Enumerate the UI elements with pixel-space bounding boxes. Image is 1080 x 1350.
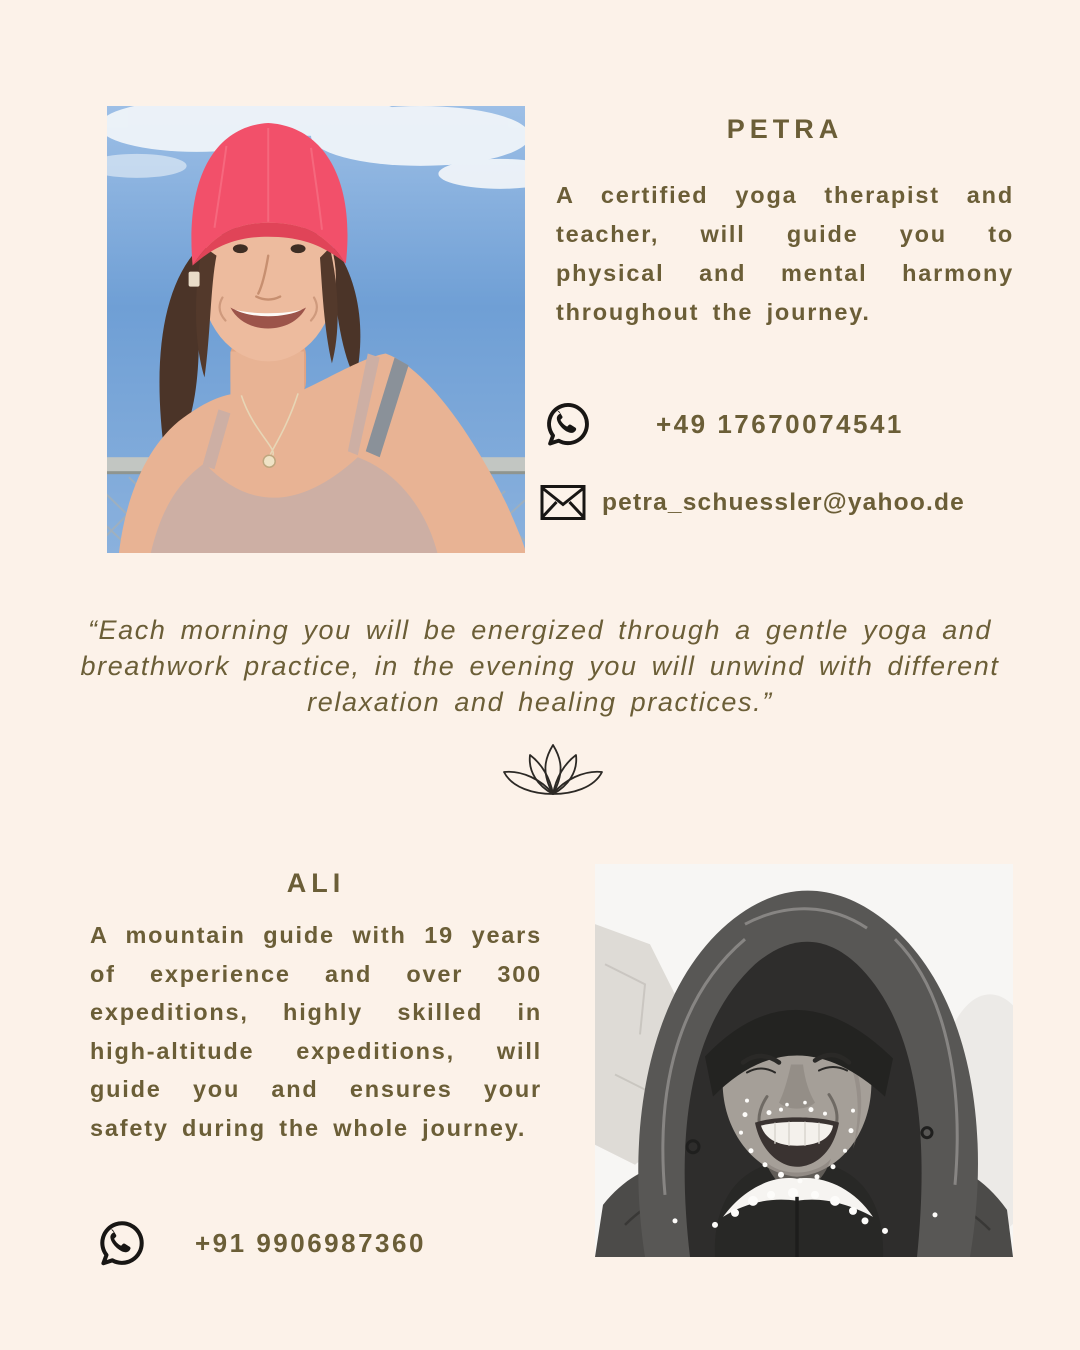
ali-phone: +91 9906987360 [195, 1227, 426, 1258]
ali-photo [595, 864, 1013, 1257]
whatsapp-icon [95, 1216, 149, 1270]
email-icon [540, 484, 586, 521]
ali-photo-illustration [595, 864, 1013, 1257]
petra-phone: +49 17670074541 [656, 408, 904, 439]
petra-name: PETRA [726, 114, 844, 144]
petra-email-row [540, 484, 965, 521]
ali-description: A mountain guide with 19 years of experience and over 300 expeditions, highly skilled in high-altitude expeditions, will guide you and ensures your safety during the whole journey. [90, 922, 542, 1141]
ali-name: ALI [286, 868, 346, 898]
whatsapp-icon [542, 398, 594, 450]
ali-phone-row [95, 1216, 426, 1270]
quote-text: “Each morning you will be energized through a gentle yoga and breathwork practice, in the evening you will unwind with different relaxation and healing practices.” [80, 615, 1000, 717]
petra-description: A certified yoga therapist and teacher, will guide you to physical and mental harmony throughout the journey. [556, 182, 1014, 325]
petra-email: petra_schuessler@yahoo.de [602, 488, 965, 516]
lotus-icon [500, 742, 606, 806]
petra-section [556, 112, 1014, 332]
petra-photo [107, 106, 525, 553]
petra-photo-illustration [107, 106, 525, 553]
ali-section [90, 866, 542, 1147]
petra-phone-row [542, 398, 904, 450]
